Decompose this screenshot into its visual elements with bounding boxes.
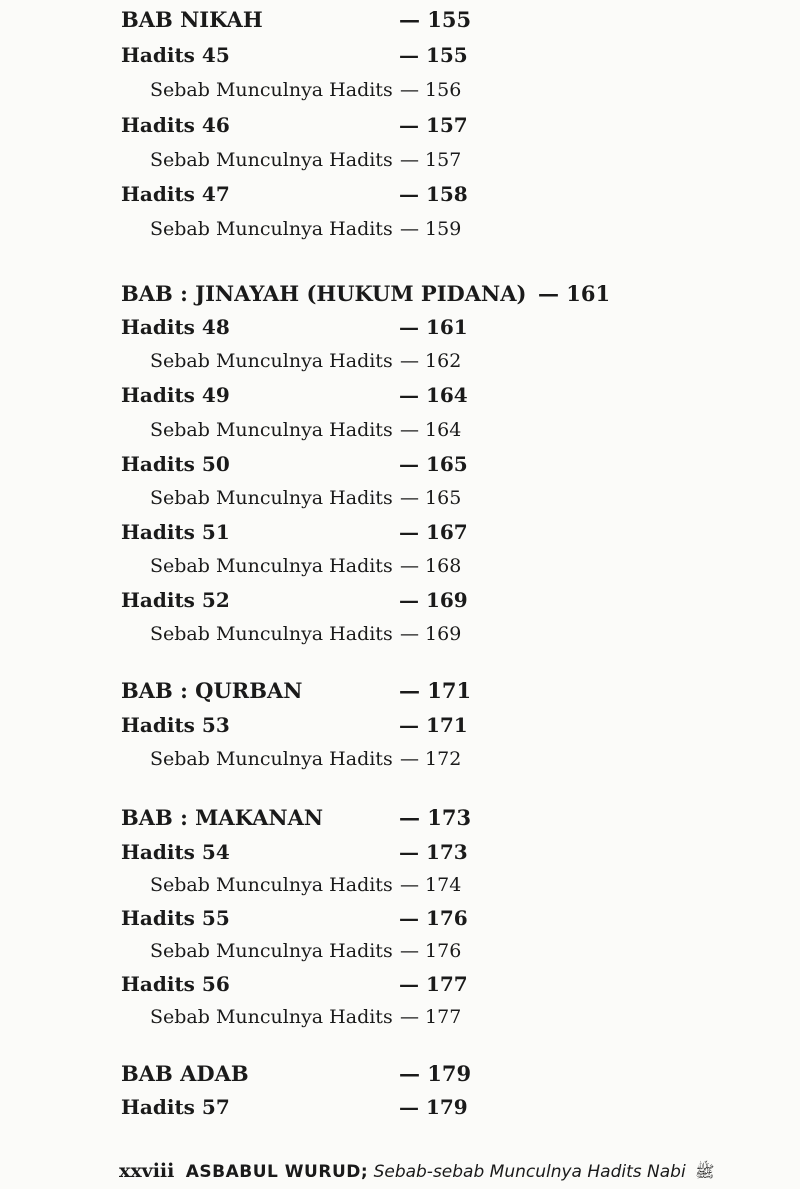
hadith-page: — 164 bbox=[399, 383, 468, 407]
hadith-title: Hadits 55 bbox=[121, 906, 230, 930]
hadith-page: — 173 bbox=[399, 840, 468, 864]
toc-entry-hadith bbox=[0, 109, 800, 141]
toc-entry-sub bbox=[0, 482, 800, 514]
sub-page: — 156 bbox=[400, 79, 462, 101]
toc-entry-hadith bbox=[0, 178, 800, 210]
sub-title: Sebab Munculnya Hadits bbox=[150, 149, 393, 171]
page-footer bbox=[119, 1158, 714, 1185]
toc-entry-hadith bbox=[0, 968, 800, 1000]
toc-entry-hadith bbox=[0, 311, 800, 343]
sub-page: — 157 bbox=[400, 149, 462, 171]
section-title: BAB : QURBAN bbox=[121, 678, 303, 703]
section-heading-makanan bbox=[0, 802, 800, 834]
footer-page-number: xxviii bbox=[119, 1160, 175, 1182]
toc-entry-sub bbox=[0, 869, 800, 901]
sub-title: Sebab Munculnya Hadits bbox=[150, 79, 393, 101]
toc-entry-sub bbox=[0, 213, 800, 245]
toc-entry-hadith bbox=[0, 902, 800, 934]
toc-entry-sub bbox=[0, 345, 800, 377]
toc-entry-sub bbox=[0, 935, 800, 967]
toc-entry-hadith bbox=[0, 1091, 800, 1123]
sub-title: Sebab Munculnya Hadits bbox=[150, 623, 393, 645]
toc-entry-hadith bbox=[0, 516, 800, 548]
toc-entry-sub bbox=[0, 144, 800, 176]
toc-entry-sub bbox=[0, 414, 800, 446]
sub-title: Sebab Munculnya Hadits bbox=[150, 748, 393, 770]
hadith-page: — 165 bbox=[399, 452, 468, 476]
hadith-title: Hadits 46 bbox=[121, 113, 230, 137]
sub-page: — 162 bbox=[400, 350, 462, 372]
hadith-page: — 158 bbox=[399, 182, 468, 206]
sub-page: — 164 bbox=[400, 419, 462, 441]
hadith-title: Hadits 56 bbox=[121, 972, 230, 996]
section-title: BAB ADAB bbox=[121, 1061, 249, 1086]
section-title: BAB : JINAYAH (HUKUM PIDANA) bbox=[121, 281, 527, 306]
footer-book-title: ASBABUL WURUD; bbox=[185, 1162, 369, 1182]
sub-title: Sebab Munculnya Hadits bbox=[150, 1006, 393, 1028]
hadith-page: — 155 bbox=[399, 43, 468, 67]
toc-entry-sub bbox=[0, 74, 800, 106]
hadith-title: Hadits 47 bbox=[121, 182, 230, 206]
sub-page: — 174 bbox=[400, 874, 462, 896]
toc-entry-hadith bbox=[0, 39, 800, 71]
sub-page: — 168 bbox=[400, 555, 462, 577]
sub-title: Sebab Munculnya Hadits bbox=[150, 940, 393, 962]
hadith-page: — 171 bbox=[399, 713, 468, 737]
hadith-title: Hadits 45 bbox=[121, 43, 230, 67]
sub-title: Sebab Munculnya Hadits bbox=[150, 218, 393, 240]
sub-page: — 172 bbox=[400, 748, 462, 770]
hadith-page: — 161 bbox=[399, 315, 468, 339]
toc-entry-hadith bbox=[0, 709, 800, 741]
hadith-title: Hadits 57 bbox=[121, 1095, 230, 1119]
saw-ligature-icon: ﷺ bbox=[695, 1162, 715, 1181]
section-title: BAB : MAKANAN bbox=[121, 805, 324, 830]
sub-title: Sebab Munculnya Hadits bbox=[150, 874, 393, 896]
sub-page: — 159 bbox=[400, 218, 462, 240]
hadith-title: Hadits 51 bbox=[121, 520, 230, 544]
footer-book-subtitle: Sebab-sebab Munculnya Hadits Nabi bbox=[373, 1162, 686, 1182]
sub-title: Sebab Munculnya Hadits bbox=[150, 419, 393, 441]
sub-title: Sebab Munculnya Hadits bbox=[150, 487, 393, 509]
hadith-title: Hadits 54 bbox=[121, 840, 230, 864]
toc-entry-sub bbox=[0, 743, 800, 775]
toc-entry-hadith bbox=[0, 584, 800, 616]
hadith-page: — 169 bbox=[399, 588, 468, 612]
sub-page: — 177 bbox=[400, 1006, 462, 1028]
section-page: — 179 bbox=[399, 1061, 472, 1086]
hadith-title: Hadits 53 bbox=[121, 713, 230, 737]
toc-entry-sub bbox=[0, 1001, 800, 1033]
hadith-page: — 177 bbox=[399, 972, 468, 996]
hadith-page: — 167 bbox=[399, 520, 468, 544]
hadith-page: — 179 bbox=[399, 1095, 468, 1119]
toc-entry-sub bbox=[0, 550, 800, 582]
hadith-title: Hadits 49 bbox=[121, 383, 230, 407]
sub-page: — 165 bbox=[400, 487, 462, 509]
hadith-title: Hadits 48 bbox=[121, 315, 230, 339]
section-page: — 155 bbox=[399, 7, 472, 32]
section-page: — 171 bbox=[399, 678, 472, 703]
hadith-page: — 176 bbox=[399, 906, 468, 930]
sub-title: Sebab Munculnya Hadits bbox=[150, 350, 393, 372]
sub-page: — 169 bbox=[400, 623, 462, 645]
section-heading-qurban bbox=[0, 675, 800, 707]
toc-entry-hadith bbox=[0, 448, 800, 480]
hadith-title: Hadits 50 bbox=[121, 452, 230, 476]
section-page: — 161 bbox=[538, 281, 611, 306]
section-title: BAB NIKAH bbox=[121, 7, 263, 32]
section-page: — 173 bbox=[399, 805, 472, 830]
toc-entry-hadith bbox=[0, 836, 800, 868]
section-heading-adab bbox=[0, 1058, 800, 1090]
sub-page: — 176 bbox=[400, 940, 462, 962]
hadith-title: Hadits 52 bbox=[121, 588, 230, 612]
toc-entry-sub bbox=[0, 618, 800, 650]
section-heading-jinayah bbox=[0, 278, 800, 310]
hadith-page: — 157 bbox=[399, 113, 468, 137]
toc-entry-hadith bbox=[0, 379, 800, 411]
sub-title: Sebab Munculnya Hadits bbox=[150, 555, 393, 577]
section-heading-nikah bbox=[0, 4, 800, 36]
